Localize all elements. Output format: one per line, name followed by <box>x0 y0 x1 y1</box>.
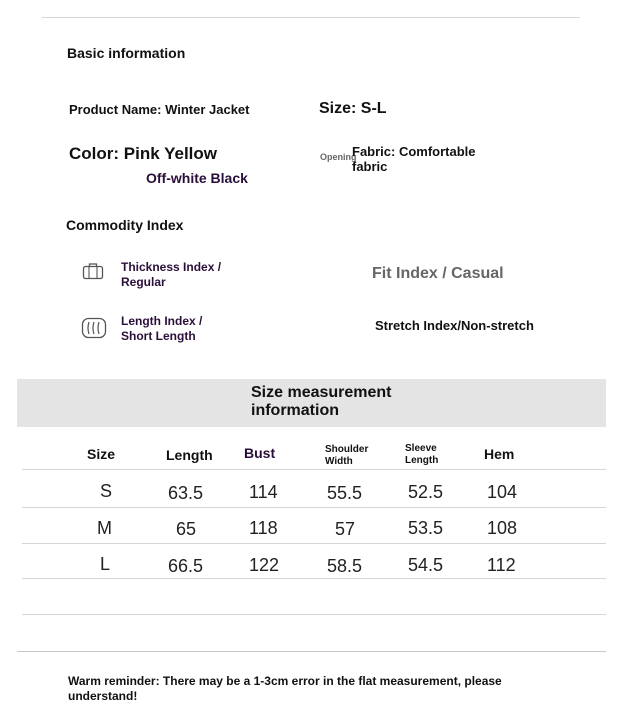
cell-sleeve: 52.5 <box>408 482 444 502</box>
warm-reminder-line-2: understand! <box>68 689 138 703</box>
basic-info-heading: Basic information <box>67 45 186 61</box>
cell-shoulder: 57 <box>335 519 356 539</box>
size-range: Size: S-L <box>319 100 387 117</box>
warm-reminder-line-1: Warm reminder: There may be a 1-3cm error in the flat measurement, please <box>68 674 502 688</box>
cell-sleeve: 53.5 <box>408 518 444 538</box>
header-shoulder-line-1: Shoulder <box>325 444 369 455</box>
color-line-2: Off-white Black <box>146 170 248 186</box>
header-bust: Bust <box>244 445 276 461</box>
table-divider <box>22 469 606 470</box>
cell-bust: 122 <box>249 555 280 575</box>
thickness-line-2: Regular <box>121 275 166 289</box>
top-divider <box>42 17 580 18</box>
fabric-line-1: Fabric: Comfortable <box>352 144 476 159</box>
header-sleeve-line-2: Length <box>405 455 439 466</box>
cell-shoulder: 58.5 <box>327 556 363 576</box>
header-length: Length <box>166 447 213 463</box>
ruler-layers-icon <box>81 317 107 339</box>
cell-size: M <box>97 518 112 538</box>
table-divider <box>22 614 606 615</box>
cell-size: S <box>100 481 113 501</box>
table-divider <box>17 651 606 652</box>
cell-hem: 104 <box>487 482 518 502</box>
table-divider <box>22 543 606 544</box>
size-table-title-line-1: Size measurement <box>251 384 392 401</box>
cell-length: 63.5 <box>168 483 204 503</box>
product-name: Product Name: Winter Jacket <box>69 102 250 117</box>
size-table-title-line-2: information <box>251 402 339 419</box>
cell-bust: 114 <box>249 482 278 502</box>
stretch-index: Stretch Index/Non-stretch <box>375 318 534 333</box>
table-divider <box>22 507 606 508</box>
cell-shoulder: 55.5 <box>327 483 363 503</box>
cell-bust: 118 <box>249 518 278 538</box>
header-sleeve-line-1: Sleeve <box>405 443 437 454</box>
cell-hem: 108 <box>487 518 518 538</box>
table-divider <box>22 578 606 579</box>
bag-icon <box>82 262 102 280</box>
cell-sleeve: 54.5 <box>408 555 444 575</box>
header-size: Size <box>87 446 116 462</box>
cell-length: 65 <box>176 519 197 539</box>
header-shoulder-line-2: Width <box>325 456 353 467</box>
fabric-line-2: fabric <box>352 159 388 174</box>
cell-size: L <box>100 554 111 574</box>
header-hem: Hem <box>484 446 515 462</box>
opening-label: Opening <box>320 152 357 162</box>
commodity-index-heading: Commodity Index <box>66 217 184 233</box>
fit-index: Fit Index / Casual <box>372 265 504 282</box>
cell-hem: 112 <box>487 555 516 575</box>
thickness-line-1: Thickness Index / <box>121 260 222 274</box>
length-line-2: Short Length <box>121 329 196 343</box>
length-line-1: Length Index / <box>121 314 203 328</box>
color-line-1: Color: Pink Yellow <box>69 144 217 163</box>
cell-length: 66.5 <box>168 556 204 576</box>
